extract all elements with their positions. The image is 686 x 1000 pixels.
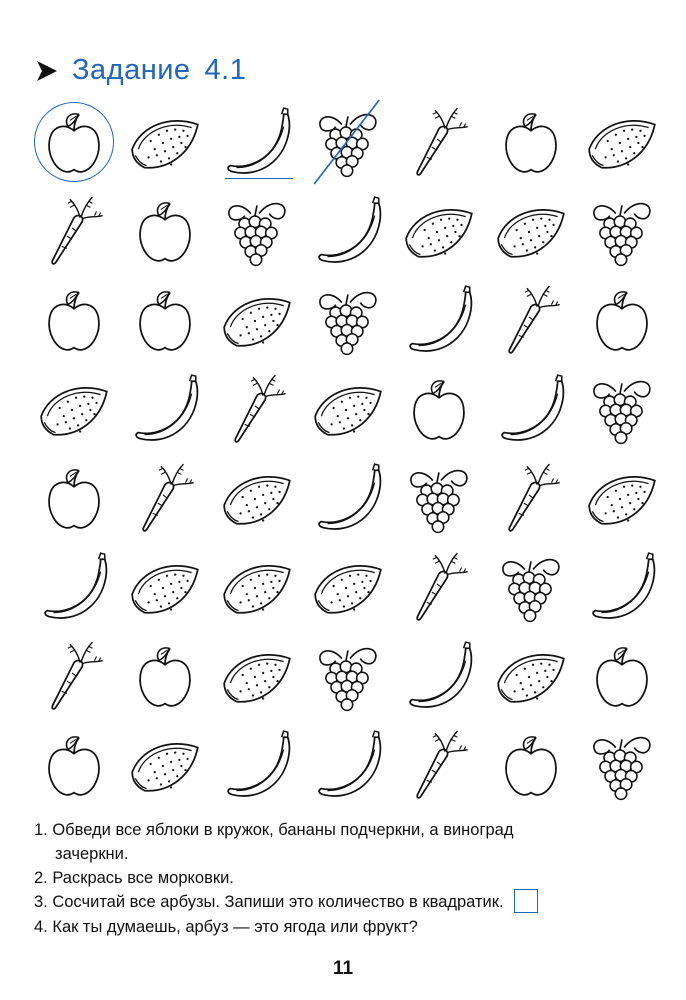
banana-icon — [307, 725, 389, 807]
grid-cell[interactable] — [28, 632, 119, 721]
task-item-1 — [34, 818, 654, 866]
grid-cell[interactable] — [28, 187, 119, 276]
task-title-label: Задание — [72, 54, 191, 86]
task-heading — [34, 54, 246, 87]
grid-cell[interactable] — [577, 98, 668, 187]
task-item-2-text: 2. Раскрась все морковки. — [34, 869, 234, 887]
grid-cell[interactable] — [485, 187, 576, 276]
banana-icon — [307, 191, 389, 273]
watermelon-icon — [581, 102, 663, 184]
grapes-icon — [581, 369, 663, 451]
grid-cell[interactable] — [302, 632, 393, 721]
answer-box[interactable] — [514, 889, 538, 913]
grid-cell[interactable] — [211, 187, 302, 276]
grid-cell[interactable] — [211, 98, 302, 187]
grid-cell[interactable] — [28, 721, 119, 810]
carrot-icon — [33, 636, 115, 718]
arrow-right-icon — [34, 58, 60, 84]
grid-cell[interactable] — [211, 276, 302, 365]
apple-icon — [33, 458, 115, 540]
watermelon-icon — [398, 191, 480, 273]
apple-icon — [124, 636, 206, 718]
grid-cell[interactable] — [302, 365, 393, 454]
carrot-icon — [398, 725, 480, 807]
watermelon-icon — [216, 280, 298, 362]
grapes-icon — [216, 191, 298, 273]
carrot-icon — [398, 547, 480, 629]
grid-cell[interactable] — [28, 276, 119, 365]
carrot-icon — [33, 191, 115, 273]
grid-cell[interactable] — [119, 365, 210, 454]
apple-icon — [33, 725, 115, 807]
watermelon-icon — [124, 102, 206, 184]
apple-icon — [581, 280, 663, 362]
grid-cell[interactable] — [119, 98, 210, 187]
grapes-icon — [490, 547, 572, 629]
grapes-icon — [307, 280, 389, 362]
watermelon-icon — [216, 636, 298, 718]
banana-icon — [398, 636, 480, 718]
watermelon-icon — [490, 191, 572, 273]
grid-cell[interactable] — [577, 454, 668, 543]
banana-icon — [398, 280, 480, 362]
carrot-icon — [124, 458, 206, 540]
carrot-icon — [490, 280, 572, 362]
task-title-number: 4.1 — [204, 54, 247, 86]
grid-cell[interactable] — [485, 276, 576, 365]
grid-cell[interactable] — [211, 721, 302, 810]
grapes-icon — [581, 191, 663, 273]
banana-icon — [216, 725, 298, 807]
watermelon-icon — [490, 636, 572, 718]
grid-cell[interactable] — [302, 721, 393, 810]
grid-cell[interactable] — [28, 365, 119, 454]
grid-cell[interactable] — [28, 98, 119, 187]
grid-cell[interactable] — [577, 721, 668, 810]
grid-cell[interactable] — [302, 187, 393, 276]
watermelon-icon — [33, 369, 115, 451]
grid-cell[interactable] — [302, 543, 393, 632]
apple-icon — [398, 369, 480, 451]
grapes-icon — [307, 102, 389, 184]
grid-cell[interactable] — [394, 454, 485, 543]
watermelon-icon — [307, 369, 389, 451]
grid-cell[interactable] — [119, 721, 210, 810]
apple-icon — [490, 102, 572, 184]
banana-icon — [216, 102, 298, 184]
grid-cell[interactable] — [119, 187, 210, 276]
grid-cell[interactable] — [211, 454, 302, 543]
grid-cell[interactable] — [302, 454, 393, 543]
banana-icon — [124, 369, 206, 451]
grid-cell[interactable] — [119, 454, 210, 543]
watermelon-icon — [124, 547, 206, 629]
task-item-3-text: 3. Сосчитай все арбузы. Запиши это количество в квадратик. — [34, 893, 504, 911]
carrot-icon — [398, 102, 480, 184]
page-number: 11 — [332, 958, 354, 979]
task-item-4-text: 4. Как ты думаешь, арбуз — это ягода или фрукт? — [34, 917, 418, 936]
grid-cell[interactable] — [394, 98, 485, 187]
grid-cell[interactable] — [211, 365, 302, 454]
task-item-1-line-1: 1. Обведи все яблоки в кружок, бананы подчеркни, а виноград — [34, 821, 514, 839]
grid-cell[interactable] — [394, 187, 485, 276]
grid-cell[interactable] — [394, 276, 485, 365]
grid-cell[interactable] — [394, 632, 485, 721]
grid-cell[interactable] — [302, 276, 393, 365]
grid-cell[interactable] — [211, 632, 302, 721]
picture-grid — [28, 98, 668, 810]
grid-cell[interactable] — [577, 543, 668, 632]
grid-cell[interactable] — [119, 276, 210, 365]
grid-cell[interactable] — [577, 365, 668, 454]
apple-icon — [124, 191, 206, 273]
apple-icon — [33, 280, 115, 362]
task-instructions — [34, 818, 654, 939]
grid-cell[interactable] — [394, 365, 485, 454]
grid-cell[interactable] — [394, 721, 485, 810]
grid-cell[interactable] — [485, 454, 576, 543]
watermelon-icon — [216, 547, 298, 629]
grapes-icon — [581, 725, 663, 807]
grid-cell[interactable] — [28, 543, 119, 632]
grapes-icon — [307, 636, 389, 718]
grid-cell[interactable] — [577, 187, 668, 276]
banana-icon — [307, 458, 389, 540]
watermelon-icon — [124, 725, 206, 807]
task-item-3 — [34, 890, 654, 915]
grapes-icon — [398, 458, 480, 540]
carrot-icon — [490, 458, 572, 540]
banana-icon — [33, 547, 115, 629]
apple-icon — [490, 725, 572, 807]
banana-icon — [581, 547, 663, 629]
grid-cell[interactable] — [485, 365, 576, 454]
watermelon-icon — [216, 458, 298, 540]
watermelon-icon — [307, 547, 389, 629]
task-title — [72, 54, 246, 87]
grid-cell[interactable] — [394, 543, 485, 632]
grid-cell[interactable] — [302, 98, 393, 187]
watermelon-icon — [581, 458, 663, 540]
grid-cell[interactable] — [119, 543, 210, 632]
apple-icon — [33, 102, 115, 184]
grid-cell[interactable] — [485, 543, 576, 632]
task-item-1-line-2: зачеркни. — [55, 845, 129, 863]
grid-cell[interactable] — [577, 632, 668, 721]
grid-cell[interactable] — [485, 632, 576, 721]
grid-cell[interactable] — [485, 721, 576, 810]
grid-cell[interactable] — [28, 454, 119, 543]
grid-cell[interactable] — [119, 632, 210, 721]
carrot-icon — [216, 369, 298, 451]
apple-icon — [581, 636, 663, 718]
grid-cell[interactable] — [577, 276, 668, 365]
task-item-2 — [34, 866, 654, 890]
grid-cell[interactable] — [485, 98, 576, 187]
banana-icon — [490, 369, 572, 451]
task-item-4 — [34, 915, 654, 939]
grid-cell[interactable] — [211, 543, 302, 632]
apple-icon — [124, 280, 206, 362]
